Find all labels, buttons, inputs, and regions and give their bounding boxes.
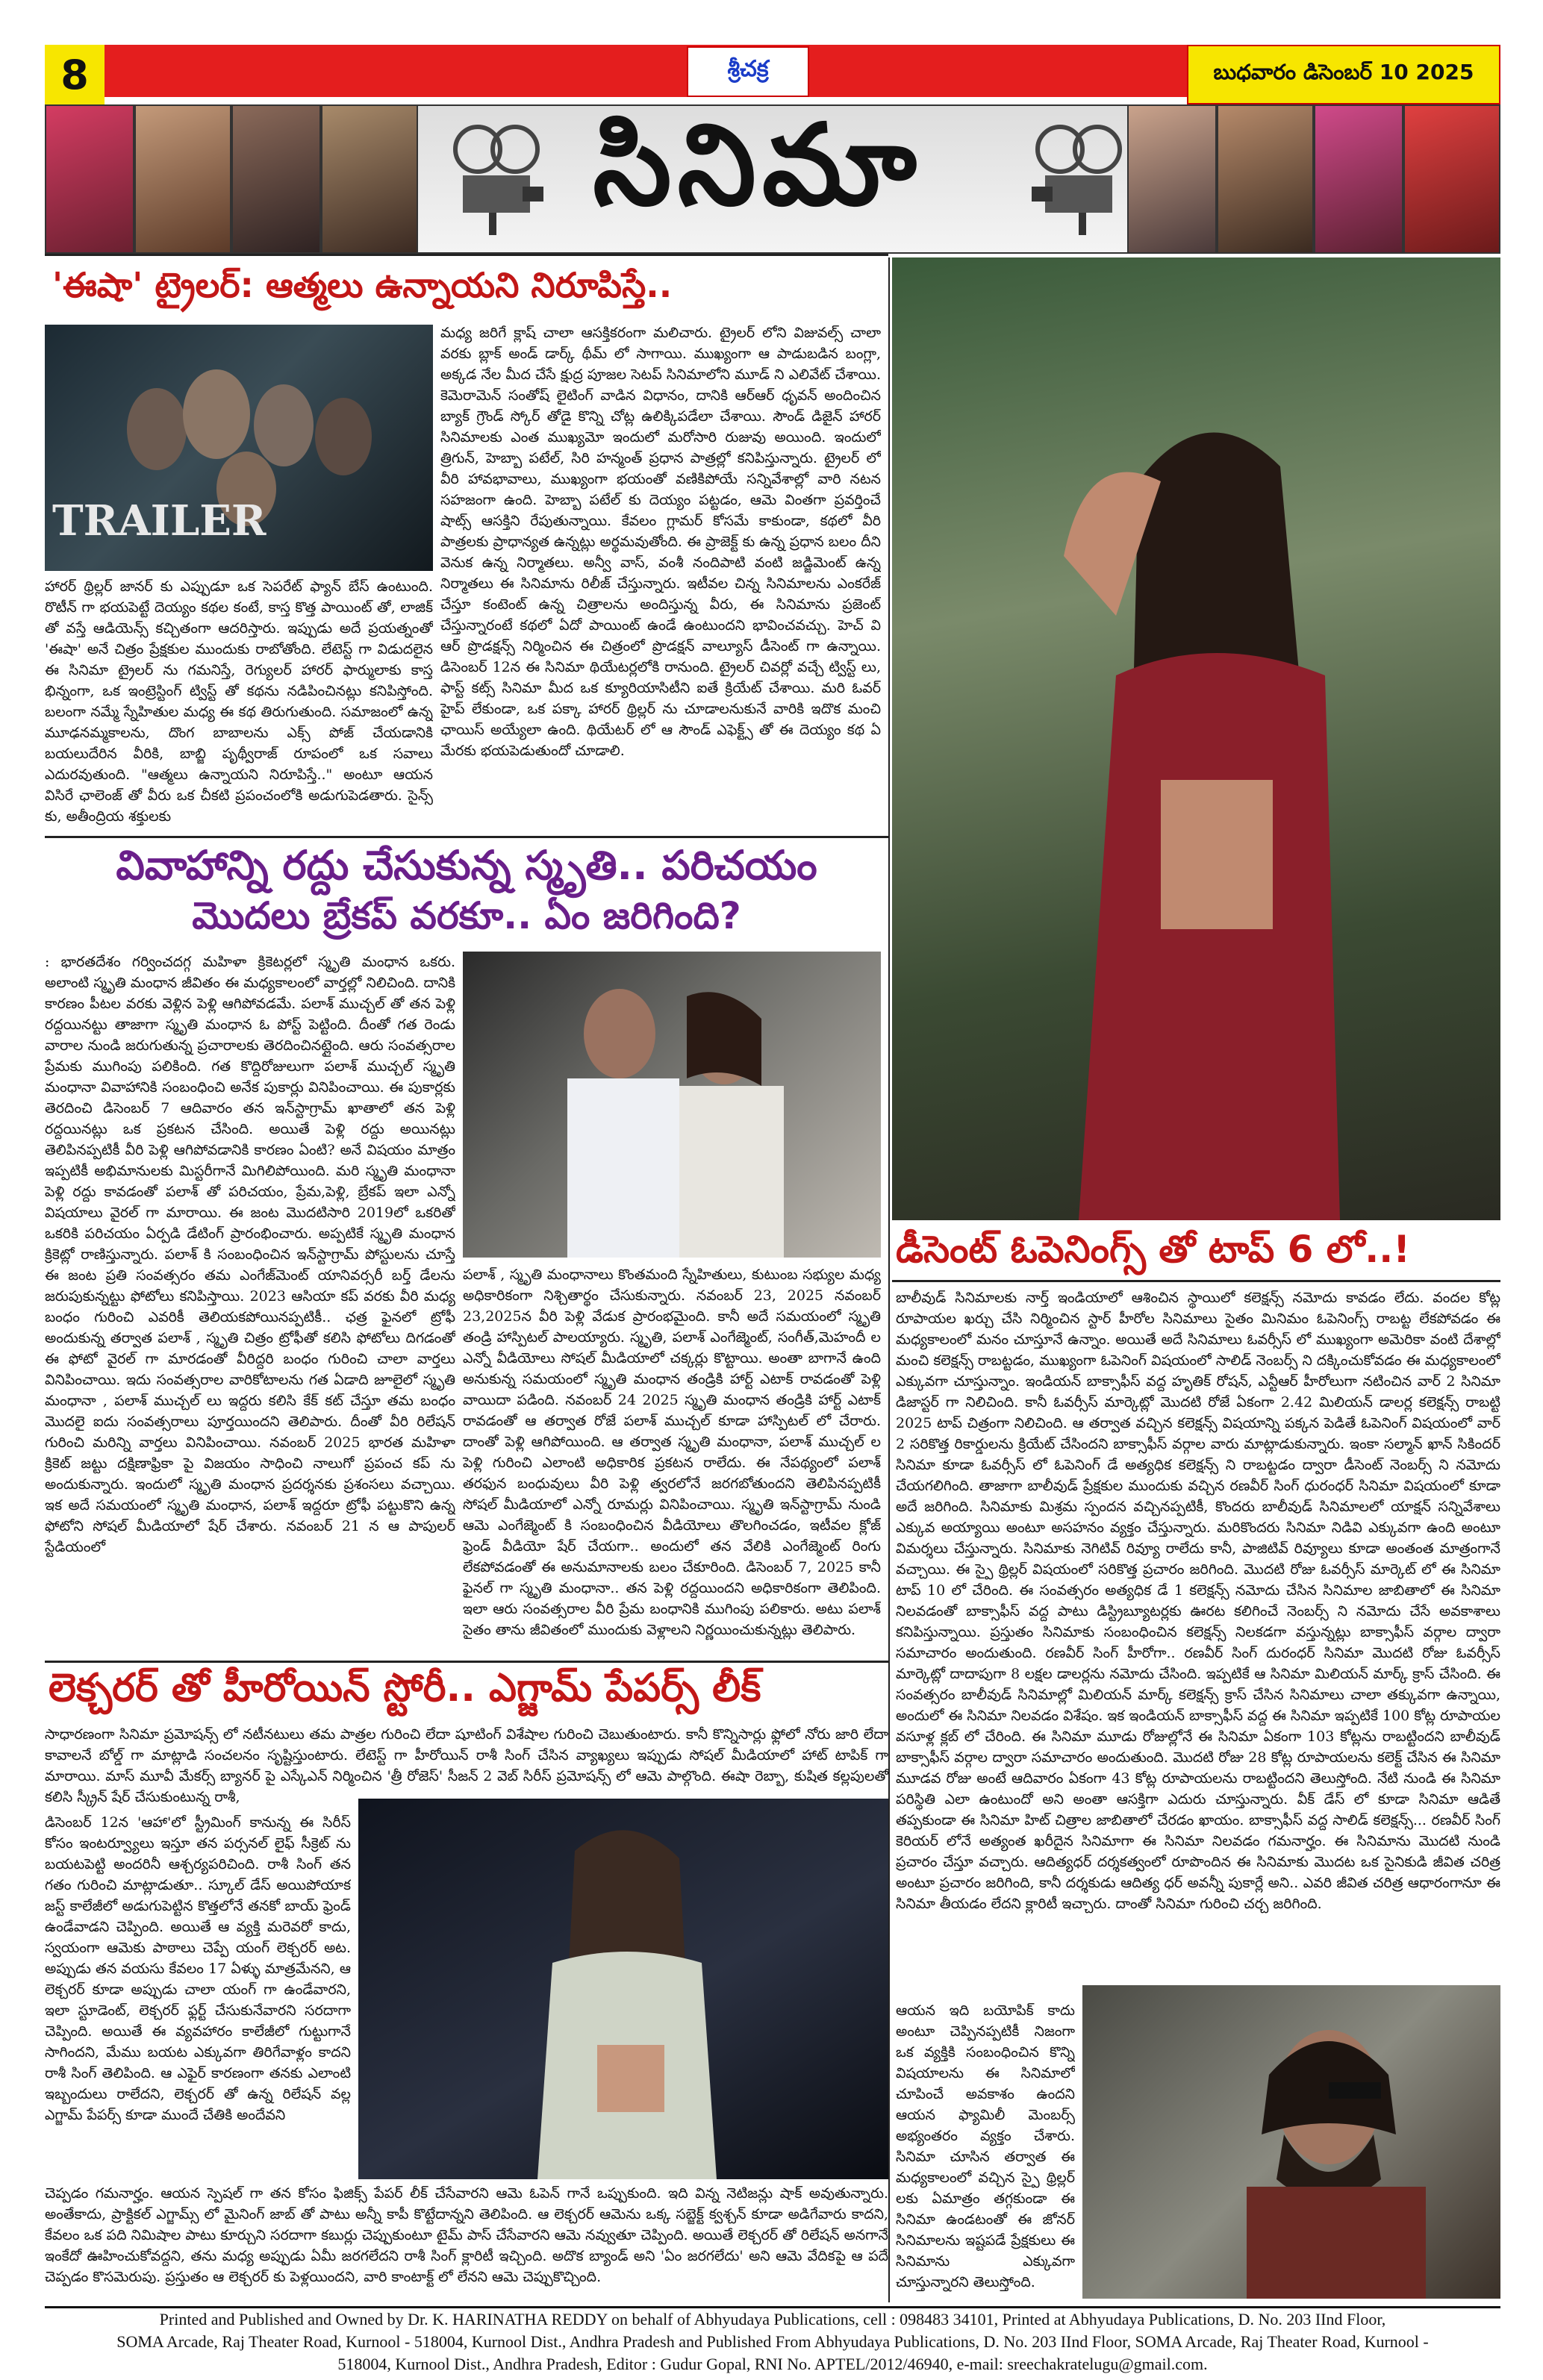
story2-body-right: పలాశ్ , స్మృతి మంధానాలు కొంతమంది స్నేహితులు, కుటుంబ సభ్యుల మధ్య అధికారికంగా నిశ్చితార్థం చేసుకున్నారు. నవంబర్ 23, 2025 నవంబర్ 23,2025న వీరి పెళ్లి వేడుక ప్రారంభమైంది. కానీ అదే సమయంలో స్మృతి తండ్రి హాస్పిటల్ పాలయ్యారు. స్మృతి, పలాశ్ ఎంగేజ్మెంట్, సంగీత్,మెహందీ ల ఎన్నో వీడియోలు సోషల్ మీడియాలో చక్కర్లు కొట్టాయి. అంతా బాగానే ఉంది అనుకున్న సమయంలో స్మృతి మంధాన తండ్రికి హార్ట్ ఎటాక్ రావడంతో పెళ్లి వాయిదా పడింది. నవంబర్ 24 2025 స్మృతి మంధాన తండ్రికి హార్ట్ ఎటాక్ రావడంతో ఆ తర్వాత రోజే పలాశ్ ముచ్చల్ కూడా హాస్పిటల్ లో చేరారు. దాంతో పెళ్లి ఆగిపోయింది. ఆ తర్వాత స్మృతి మంధానా, పలాశ్ ముచ్చల్ ల పెళ్లి గురించి ఎలాంటి అధికారిక ప్రకటన రాలేదు. ఈ నేపథ్యంలో పలాశ్ తరఫున బంధువులు వీరి పెళ్లి త్వరలోనే జరగబోతుందని తెలిపినప్పటికీ సోషల్ మీడియాలో ఎన్నో రూమర్లు వినిపించాయి. స్మృతి ఇన్‌స్టాగ్రామ్ నుండి ఆమె ఎంగేజ్మెంట్ కి సంబంధించిన వీడియోలు తొలగించడం, ఇటీవల క్లోజ్ ఫ్రెండ్ వీడియో షేర్ చేయగా.. అందులో తన వేలికి ఎంగేజ్మెంట్ రింగు లేకపోవడంతో ఈ అనుమానాలకు బలం చేకూరింది. డిసెంబర్ 7, 2025 కానీ ఫైనల్ గా స్మృతి మంధానా.. తన పెళ్లి రద్దయిందని అధికారికంగా తెలిపింది. ఇలా ఆరు సంవత్సరాల వీరి ప్రేమ బంధానికి ముగింపు పలికారు. అటు పలాశ్ సైతం తాను జీవితంలో ముందుకు వెళ్లాలని నిర్ణయించుకున్నట్లు తెలిపారు. (463, 1266, 881, 1638)
page-number: 8 (45, 45, 105, 104)
story3-body-narrow: ఆయన ఇది బయోపిక్ కాదు అంటూ చెప్పినప్పటికీ నిజంగా ఒక వ్యక్తికి సంబంధించిన కొన్ని విషయాలను ఈ సినిమాలో చూపించే అవకాశం ఉందని ఆయన ఫ్యామిలీ మెంబర్స్ అభ్యంతరం వ్యక్తం చేశారు. సినిమా చూసిన తర్వాత ఈ మధ్యకాలంలో వచ్చిన స్పై థ్రిల్లర్ లకు ఏమాత్రం తగ్గకుండా ఈ సినిమా ఉండటంతో ఈ జోనర్ సినిమాలను ఇష్టపడే ప్రేక్షకులు ఈ సినిమాను ఎక్కువగా చూస్తున్నారని తెలుస్తోంది. (896, 2002, 1075, 2290)
actor-photo (134, 104, 231, 254)
imprint-footer (45, 2306, 1500, 2377)
story4-body-top: సాధారణంగా సినిమా ప్రమోషన్స్ లో నటీనటులు తమ పాత్రల గురించి లేదా షూటింగ్ విశేషాల గురించి చెబుతుంటారు. కానీ కొన్నిసార్లు ఫ్లోలో నోరు జారి లేదా కావాలనే బోల్డ్ గా మాట్లాడి సంచలనం సృష్టిస్తుంటారు. లేటెస్ట్ గా హీరోయిన్ రాశీ సింగ్ చేసిన వ్యాఖ్యలు ఇప్పుడు సోషల్ మీడియాలో హాట్ టాపిక్ గా మారాయి. మాస్ మూవీ మేకర్స్ బ్యానర్ పై ఎస్కేఎన్ నిర్మించిన 'త్రీ రోజెస్' సీజన్ 2 వెబ్ సిరీస్ ప్రమోషన్స్ లో ఆమె పాల్గొంది. ఈషా రెబ్బా, కుషిత కల్లపులతో కలిసి స్క్రీన్ షేర్ చేసుకుంటున్న రాశీ, (45, 1726, 888, 1805)
actor-ranveer-photo (1082, 1985, 1500, 2299)
divider (892, 1280, 1500, 1282)
story2-headline-line2: మొదలు బ్రేకప్ వరకూ.. ఏం జరిగింది? (192, 894, 741, 937)
story1-body-right: మధ్య జరిగే క్లాష్ చాలా ఆసక్తికరంగా మలిచారు. ట్రైలర్ లోని విజువల్స్ చాలా వరకు బ్లాక్ అండ్ డార్క్ థీమ్ లో సాగాయి. ముఖ్యంగా ఆ పాడుబడిన బంగ్లా, అక్కడ నేల మీద చేసే క్షుద్ర పూజల సెటప్ సినిమాలోని మూడ్ ని ఎలివేట్ చేశాయి. కెమెరామెన్ సంతోష్ లైటింగ్ వాడిన విధానం, దానికి ఆర్ఆర్ ధృవన్ అందించిన బ్యాక్ గ్రౌండ్ స్కోర్ తోడై కొన్ని చోట్ల ఉలిక్కిపడేలా చేశాయి. సౌండ్ డిజైన్ హారర్ సినిమాలకు ఎంత ముఖ్యమో ఇందులో మరోసారి రుజువు అయింది. ఇందులో త్రిగున్, హెబ్బా పటేల్, సిరి హన్మంత్ ప్రధాన పాత్రల్లో కనిపిస్తున్నారు. ట్రైలర్ లో వీరి హావభావాలు, ముఖ్యంగా భయంతో వణికిపోయే సన్నివేశాల్లో వారి నటన సహజంగా ఉంది. హెబ్బా పటేల్ కు దెయ్యం పట్టడం, ఆమె వింతగా ప్రవర్తించే షాట్స్ ఆసక్తిని రేపుతున్నాయి. కేవలం గ్లామర్ కోసమే కాకుండా, కథలో వీరి పాత్రలకు ప్రాధాన్యత ఉన్నట్లు అర్థమవుతోంది. ఈ ప్రాజెక్ట్ కు ఉన్న ప్రధాన బలం దీని వెనుక ఉన్న నిర్మాతలు. అన్వీ వాస్, వంశీ నందిపాటి వంటి జడ్జిమెంట్ ఉన్న నిర్మాతలు ఈ సినిమాను రిలీజ్ చేస్తున్నారు. ఇటీవల చిన్న సినిమాలను ఎంకరేజ్ చేస్తూ కంటెంట్ ఉన్న చిత్రాలను అందిస్తున్న వీరు, ఈ సినిమాను ప్రజెంట్ చేస్తున్నారంటే కథలో ఏదో పాయింట్ ఉండే ఉంటుందని భావించవచ్చు. హెచ్ వి ఆర్ ప్రొడక్షన్స్ నిర్మించిన ఈ చిత్రంలో ప్రొడక్షన్ వాల్యూస్ డీసెంట్ గా ఉన్నాయి. డిసెంబర్ 12న ఈ సినిమా థియేటర్లలోకి రానుంది. ట్రైలర్ చివర్లో వచ్చే ట్విస్ట్ లు, ఫాస్ట్ కట్స్ సినిమా మీద ఒక క్యూరియాసిటీని ఐతే క్రియేట్ చేశాయి. మరి ఓవర్ హైప్ లేకుండా, ఒక పక్కా హారర్ థ్రిల్లర్ ను చూడాలనుకునే వారికి ఇదొక మంచి ఛాయిస్ అయ్యేలా ఉంది. థియేటర్ లో ఆ సౌండ్ ఎఫెక్ట్స్ తో ఈ దెయ్యం కథ ఏ మేరకు భయపెడుతుందో చూడాలి. (440, 325, 881, 759)
actor-photo (45, 104, 134, 254)
story1-headline: 'ఈషా' ట్రైలర్: ఆత్మలు ఉన్నాయని నిరూపిస్తే.. (52, 265, 673, 305)
actor-photo (231, 104, 321, 254)
actor-photo (1403, 104, 1500, 254)
story2-headline-line1: వివాహాన్ని రద్దు చేసుకున్న స్మృతి.. పరిచయం (116, 842, 817, 889)
imprint-line-3: 518004, Kurnool Dist., Andhra Pradesh, Editor : Gudur Gopal, RNI No. APTEL/2012/46940, e-mail: sreechakratelugu@gmail.com. (337, 2355, 1208, 2373)
trailer-poster-image (45, 325, 433, 571)
newspaper-logo: శ్రీచక్ర (687, 46, 809, 97)
column-divider (888, 257, 890, 2302)
actor-photo (1127, 104, 1217, 254)
story4-body-bottom: చెప్పడం గమనార్హం. ఆయన స్పెషల్ గా తన కోసం ఫిజిక్స్ పేపర్ లీక్ చేసేవారని ఆమె ఓపెన్ గానే ఒప్పుకుంది. ఇది విన్న నెటిజన్లు షాక్ అవుతున్నారు. అంతేకాదు, ప్రాక్టికల్ ఎగ్జామ్స్ లో మైనింగ్ జాబ్ తో పాటు అన్నీ కాపీ కొట్టేదాన్నని తెలిపింది. ఆ లెక్చరర్ ఆమెను ఒక్క సబ్జెక్ట్ క్వశ్చన్ కూడా అడిగేవారు కాదని, కేవలం ఒక పది నిమిషాల పాటు కూర్చుని సరదాగా కబుర్లు చెప్పుకుంటూ టైమ్ పాస్ చేసేవారని ఆమె నవ్వుతూ చెప్పింది. అయితే లెక్చరర్ తో రిలేషన్ అనగానే ఇంకేదో ఊహించుకోవద్దని, తను మధ్య అప్పుడు ఏమీ జరగలేదని రాశీ సింగ్ క్లారిటీ ఇచ్చింది. అదొక బ్యాండ్ అని 'ఏం జరగలేదు' అని ఆమె వేదికపై ఆ పదే చెప్పడం కొసమెరుపు. ప్రస్తుతం ఆ లెక్చరర్ కు పెళ్లయిందని, వారి కాంటాక్ట్ లో లేనని ఆమె చెప్పుకొచ్చింది. (45, 2185, 888, 2285)
couple-photo (463, 952, 881, 1258)
issue-date: బుధవారం డిసెంబర్ 10 2025 (1187, 45, 1500, 104)
divider (45, 836, 888, 838)
divider (45, 254, 888, 256)
imprint-line-2: SOMA Arcade, Raj Theater Road, Kurnool - 518004, Kurnool Dist., Andhra Pradesh and Published From Abhyudaya Publications, D. No. 203 IInd Floor, SOMA Arcade, Raj Theater Road, Kurnool - (116, 2332, 1429, 2351)
actress-photo (892, 257, 1500, 1220)
imprint-line-1: Printed and Published and Owned by Dr. K. HARINATHA REDDY on behalf of Abhyudaya Publications, cell : 098483 34101, Printed at Abhyudaya Publications, D. No. 203 IInd Floor, (159, 2310, 1386, 2329)
actor-photo (1314, 104, 1403, 254)
heroine-photo (358, 1799, 888, 2179)
story3-body: బాలీవుడ్ సినిమాలకు నార్త్ ఇండియాలో ఆశించిన స్థాయిలో కలెక్షన్స్ నమోదు కావడం లేదు. వందల కోట్ల రూపాయల ఖర్చు చేసి నిర్మించిన స్టార్ హీరోల సినిమాలు సైతం మినిమం ఓపెనింగ్స్ రాబట్ట లేకపోవడం ఈ మధ్యకాలంలో మనం చూస్తూనే ఉన్నాం. అయితే అదే సినిమాలు ఓవర్సీస్ లో ముఖ్యంగా అమెరికా వంటి దేశాల్లో మంచి కలెక్షన్స్ రాబట్టడం, ముఖ్యంగా ఓపెనింగ్ విషయంలో సాలిడ్ నెంబర్స్ ని దక్కించుకోవడం ఈ మధ్యకాలంలో ఎక్కువగా చూస్తున్నాం. ఇండియన్ బాక్సాఫీస్ వద్ద హృతిక్ రోషన్, ఎన్టీఆర్ హీరోలుగా నటించిన వార్ 2 సినిమా డిజాస్టర్ గా నిలిచింది. కానీ ఓవర్సీస్ మార్కెట్లో మొదటి రోజే ఏకంగా 2.42 మిలియన్ డాలర్ల కలెక్షన్స్ రాబట్టి 2025 టాప్ చిత్రంగా నిలిచింది. ఆ తర్వాత వచ్చిన కలెక్షన్స్ విషయాన్ని పక్కన పెడితే ఓపెనింగ్ విషయంలో వార్ 2 సరికొత్త రికార్డులను క్రియేట్ చేసిందని బాక్సాఫీస్ వర్గాల వారు మాట్లాడుకున్నారు. ఇంకా సల్మాన్ ఖాన్ సికిందర్ సినిమా కూడా ఓవర్సీస్ లో ఓపెనింగ్ డే అత్యధిక కలెక్షన్స్ ని రాబట్టడం ద్వారా డీసెంట్ నెంబర్స్ ని నమోదు చేయగలిగింది. తాజాగా బాలీవుడ్ ప్రేక్షకుల ముందుకు వచ్చిన రణవీర్ సింగ్ ధురంధర్ సినిమా విషయంలో కూడా అదే జరిగింది. సినిమాకు మిశ్రమ స్పందన వచ్చినప్పటికీ, కొందరు బాలీవుడ్ సినిమాలలో యాక్షన్ సన్నివేశాలు ఎక్కువ అయ్యాయి అంటూ అసహనం వ్యక్తం చేస్తున్నారు. మరికొందరు సినిమా నిడివి ఎక్కువగా ఉంది అంటూ విమర్శలు చేస్తున్నారు. సినిమాకు నెగిటివ్ రివ్యూ రాలేదు కానీ, పాజిటివ్ రివ్యూలు కూడా అంతంత మాత్రంగానే వచ్చాయి. ఈ స్పై థ్రిల్లర్ విషయంలో సరికొత్త ప్రచారం జరిగింది. మొదటి రోజు ఓవర్సీస్ మార్కెట్ లో ఈ సినిమా టాప్ 10 లో చేరింది. ఈ సంవత్సరం అత్యధిక డే 1 కలెక్షన్స్ నమోదు చేసిన సినిమాల జాబితాలో ఈ సినిమా నిలవడంతో బాక్సాఫీస్ వద్ద పాటు డిస్ట్రిబ్యూటర్లకు ఊరట కలిగించే నెంబర్స్ ని నమోదు చేసే అవకాశాలు కనిపిస్తున్నాయి. ప్రస్తుతం సినిమాకు సంబంధించిన కలెక్షన్స్ నిలకడగా వస్తున్నట్లు బాక్సాఫీస్ వర్గాల ద్వారా సమాచారం అందుతుంది. రణవీర్ సింగ్ హీరోగా.. రణవీర్ సింగ్ దురంధర్ సినిమా మొదటి రోజు ఓవర్సీస్ మార్కెట్లో దాదాపుగా 8 లక్షల డాలర్లను నమోదు చేసింది. ఇప్పటికే ఆ సినిమా మిలియన్ మార్క్ క్రాస్ చేసింది. ఈ సంవత్సరం బాలీవుడ్ సినిమాల్లో మిలియన్ మార్క్ కలెక్షన్స్ క్రాస్ చేసిన సినిమాలు చాలా తక్కువగా ఉన్నాయి, అందులో ఈ సినిమా నిలవడం విశేషం. ఇక ఇండియన్ బాక్సాఫీస్ వద్ద ఈ సినిమా ఇప్పటికే 100 కోట్ల రూపాయల వసూళ్ల క్లబ్ లో చేరింది. ఈ సినిమా మూడు రోజుల్లోనే ఈ సినిమా ఏకంగా 103 కోట్లను రాబట్టిందని బాలీవుడ్ బాక్సాఫీస్ వర్గాల ద్వారా సమాచారం అందుతుంది. మొదటి రోజు 28 కోట్ల రూపాయలను కలెక్ట్ చేసిన ఈ సినిమా మూడవ రోజు అంటే ఆదివారం ఏకంగా 43 కోట్ల రూపాయలను రాబట్టిందని తెలుస్తోంది. నేటి నుండి ఈ సినిమా పరిస్థితి ఎలా ఉంటుందో అని అంతా ఆసక్తిగా ఎదురు చూస్తున్నారు. వీక్ డేస్ లో కూడా సినిమా ఆడితే తప్పకుండా ఈ సినిమా హిట్ చిత్రాల జాబితాలో చేరడం ఖాయం. బాక్సాఫీస్ వద్ద సాలిడ్ కలెక్షన్స్... రణవీర్ సింగ్ కెరియర్ లోనే అత్యంత ఖరీదైన సినిమాగా ఈ సినిమా నిలవడం గమనార్హం. ఈ సినిమాను మొదటి నుండి ప్రచారం చేస్తూ వచ్చారు. ఆదిత్యధర్ దర్శకత్వంలో రూపొందిన ఈ సినిమాకు మొదట ఒక సైనికుడి జీవిత చరిత్ర అంటూ ప్రచారం జరిగింది, కానీ దర్శకుడు ఆదిత్య ధర్ అవన్నీ పుకార్లే అని.. ఎవరి జీవిత చరిత్ర ఆధారంగానూ ఈ సినిమా తీయడం లేదని క్లారిటీ ఇచ్చారు. దాంతో సినిమా గురించి చర్చ జరిగింది. (896, 1290, 1500, 1912)
actor-photo (1217, 104, 1314, 254)
divider (45, 1661, 888, 1663)
story2-body-left: : భారతదేశం గర్వించదగ్గ మహిళా క్రికెటర్లలో స్మృతి మంధాన ఒకరు. అలాంటి స్మృతి మంధాన జీవితం ఈ మధ్యకాలంలో వార్తల్లో నిలిచింది. దానికి కారణం పీటల వరకు వెళ్లిన పెళ్లి ఆగిపోవడమే. పలాశ్ ముచ్చల్ తో తన పెళ్లి రద్దయినట్టు తాజాగా స్మృతి మంధాన ఓ పోస్ట్ పెట్టింది. దీంతో గత రెండు వారాల నుండి జరుగుతున్న ప్రచారాలకు తెరదించినట్లైంది. ఆరు సంవత్సరాల ప్రేమకు ముగింపు పలికింది. గత కొద్దిరోజులుగా పలాశ్ ముచ్చల్ స్మృతి మంధానా వివాహానికి సంబంధించి అనేక పుకార్లు వినిపించాయి. ఈ పుకార్లకు తెరదించి డిసెంబర్ 7 ఆదివారం తన ఇన్‌స్టాగ్రామ్ ఖాతాలో తన పెళ్లి రద్దయినట్లు ఒక ప్రకటన చేసింది. అయితే పెళ్లి రద్దు అయినట్లు తెలిపినప్పటికీ వీరి పెళ్లి ఆగిపోవడానికి కారణం ఏంటి? అనే విషయం మాత్రం ఇప్పటికీ అభిమానులకు మిస్టరీగానే మిగిలిపోయింది. మరి స్మృతి మంధానా పెళ్లి రద్దు కావడంతో పలాశ్ తో పరిచయం, ప్రేమ,పెళ్లి, బ్రేకప్ ఇలా ఎన్నో విషయాలు వైరల్ గా మారాయి. ఈ జంట మొదటిసారి 2019లో ఒకరితో ఒకరికి పరిచయం ఏర్పడి డేటింగ్ ప్రారంభించారు. అప్పటికే స్మృతి మంధాన క్రికెట్లో రాణిస్తున్నారు. పలాశ్ కి సంబంధించిన ఇన్‌స్టాగ్రామ్ పోస్టులను చూస్తే ఈ జంట ప్రతి సంవత్సరం తమ ఎంగేజ్‌మెంట్ యానివర్సరీ బర్త్ డేలను జరుపుకున్నట్టు ఫోటోలు కనిపిస్తాయి. 2023 ఆసియా కప్ వరకు వీరి మధ్య బంధం గురించి ఎవరికీ తెలియకపోయినప్పటికీ.. ఛత్ర ఫైనలో ట్రోఫీ అందుకున్న తర్వాత పలాశ్ , స్మృతి చిత్రం ట్రోఫీతో కలిసి ఫోటోలు దిగడంతో ఈ ఫోటో వైరల్ గా మారడంతో వీరిద్దరి బంధం గురించి చాలా వార్తలు వినిపించాయి. ఇదు సంవత్సరాల వారికోటాలను గత ఏడాది జూలైలో స్మృతి మంధానా , పలాశ్ ముచ్చల్ లు ఇద్దరు కలిసి కేక్ కట్ చేస్తూ తమ బంధం మొదలై ఐదు సంవత్సరాలు పూర్తయిందని తెలిపారు. దీంతో వీరి రిలేషన్ గురించి మరిన్ని వార్తలు వినిపించాయి. నవంబర్ 2025 భారత మహిళా క్రికెట్ జట్టు దక్షిణాఫ్రికా పై విజయం సాధించి నాలుగో ప్రపంచ కప్ ను అందుకున్నారు. ఇందులో స్మృతి మంధాన ప్రదర్శనకు ప్రశంసలు వచ్చాయి. ఇక అదే సమయంలో స్మృతి మంధాన, పలాశ్ ఇద్దరూ ట్రోఫీ పట్టుకొని ఉన్న ఫోటోని సోషల్ మీడియాలో షేర్ చేశారు. నవంబర్ 21 న ఆ పాపులర్ స్టేడియంలో (45, 954, 455, 1555)
actor-photo (321, 104, 418, 254)
story4-headline: లెక్చరర్ తో హీరోయిన్ స్టోరీ.. ఎగ్జామ్ పేపర్స్ లీక్ (49, 1666, 761, 1711)
story1-body-left: హారర్ థ్రిల్లర్ జానర్ కు ఎప్పుడూ ఒక సెపరేట్ ఫ్యాన్ బేస్ ఉంటుంది. రొటీన్ గా భయపెట్టే దెయ్యం కథల కంటే, కాస్త కొత్త పాయింట్ తో, లాజిక్ తో వస్తే ఆడియెన్స్ కచ్చితంగా ఆదరిస్తారు. ఇప్పుడు అదే ప్రయత్నంతో 'ఈషా' అనే చిత్రం ప్రేక్షకుల ముందుకు రాబోతోంది. లేటెస్ట్ గా విడుదలైన ఈ సినిమా ట్రైలర్ ను గమనిస్తే, రెగ్యులర్ హారర్ ఫార్ములాకు కాస్త భిన్నంగా, ఒక ఇంట్రెస్టింగ్ ట్విస్ట్ తో కథను నడిపించినట్లు కనిపిస్తోంది. బలంగా నమ్మే స్నేహితుల మధ్య ఈ కథ తిరుగుతుంది. సమాజంలో ఉన్న మూఢనమ్మకాలను, దొంగ బాబాలను ఎక్స్ పోజ్ చేయడానికి బయలుదేరిన వీరికి, బాబ్జి పృథ్వీరాజ్ రూపంలో ఒక సవాలు ఎదురవుతుంది. "ఆత్మలు ఉన్నాయని నిరూపిస్తే.." అంటూ ఆయన విసిరే ఛాలెంజ్ తో వీరు ఒక చీకటి ప్రపంచంలోకి అడుగుపెడతారు. సైన్స్ కు, అతీంద్రియ శక్తులకు (45, 578, 433, 825)
section-title: సినిమా (593, 100, 923, 231)
poster-title: TRAILER (52, 496, 266, 546)
story3-headline: డీసెంట్ ఓపెనింగ్స్ తో టాప్ 6 లో..! (896, 1228, 1411, 1271)
story4-body-left: డిసెంబర్ 12న 'ఆహా'లో స్ట్రీమింగ్ కానున్న ఈ సిరీస్ కోసం ఇంటర్వ్యూలు ఇస్తూ తన పర్సనల్ లైఫ్ సీక్రెట్ ను బయటపెట్టి అందరినీ ఆశ్చర్యపరిచింది. రాశీ సింగ్ తన గతం గురించి మాట్లాడుతూ.. స్కూల్ డేస్ అయిపోయాక జస్ట్ కాలేజీలో అడుగుపెట్టిన కొత్తలోనే తనకో బాయ్ ఫ్రెండ్ ఉండేవాడని చెప్పింది. అయితే ఆ వ్యక్తి మరెవరో కాదు, స్వయంగా ఆమెకు పాఠాలు చెప్పే యంగ్ లెక్చరర్ అట. అప్పుడు తన వయసు కేవలం 17 ఏళ్ళు మాత్రమేనని, ఆ లెక్చరర్ కూడా అప్పుడు చాలా యంగ్ గా ఉండేవారని, ఇలా స్టూడెంట్, లెక్చరర్ ఫ్లర్ట్ చేసుకునేవారని సరదాగా చెప్పింది. అయితే ఈ వ్యవహారం కాలేజీలో గుట్టుగానే సాగిందని, మేము బయట ఎక్కువగా తిరిగేవాళ్లం కాదని రాశీ సింగ్ తెలిపింది. ఆ ఎఫైర్ కారణంగా తనకు ఎలాంటి ఇబ్బందులు రాలేదని, లెక్చరర్ తో ఉన్న రిలేషన్ వల్ల ఎగ్జామ్ పేపర్స్ కూడా ముందే చేతికి అందేవని (45, 1814, 351, 2123)
